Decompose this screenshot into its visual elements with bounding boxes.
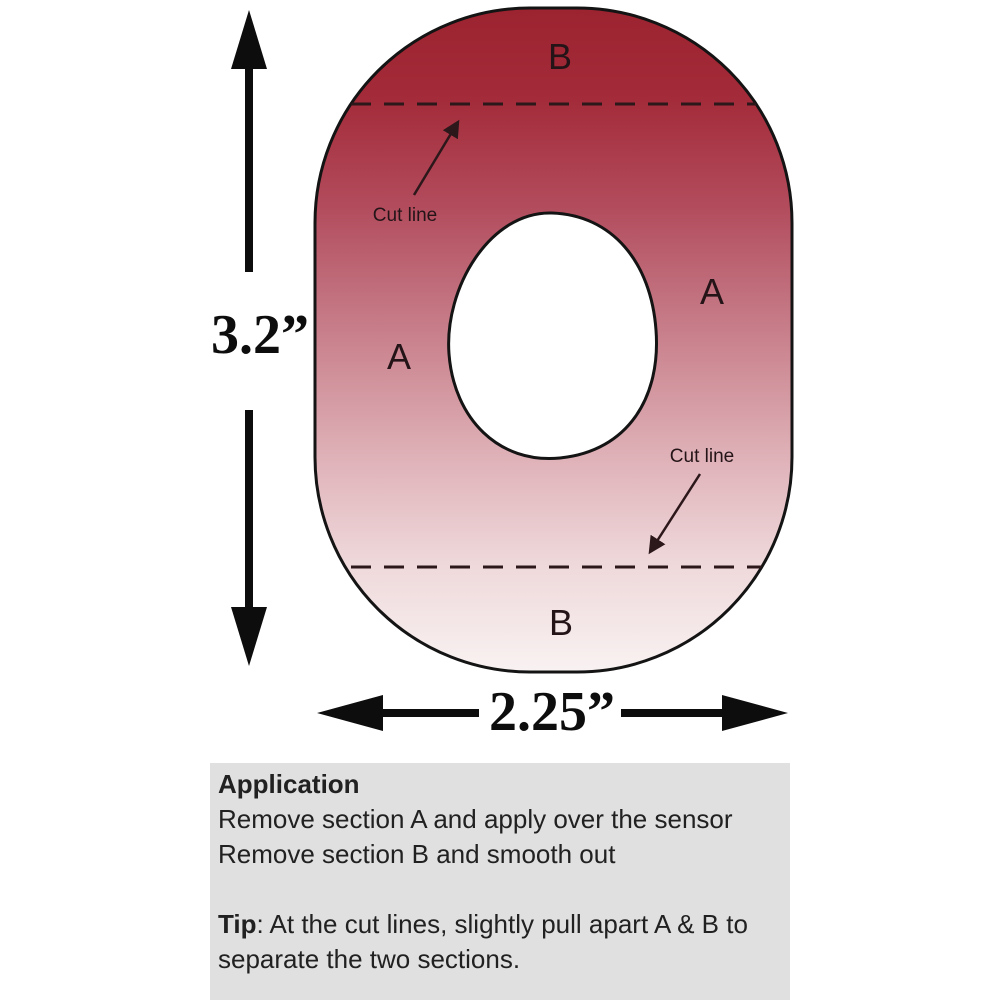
instruction-tip [218, 907, 780, 977]
tip-colon: : [256, 909, 270, 939]
section-a-right-label: A [699, 271, 725, 312]
cut-line-caption-bottom: Cut line [669, 446, 735, 467]
tip-label: Tip [218, 909, 257, 939]
instruction-line-remove-b: Remove section B and smooth out [218, 839, 616, 869]
instructions-heading-text: Application [218, 769, 360, 799]
section-b-bottom-label: B [548, 602, 574, 643]
tip-text: At the cut lines, slightly pull apart A & B to separate the two sections. [218, 909, 748, 974]
section-b-top-label: B [547, 36, 573, 77]
cut-line-caption-top: Cut line [372, 205, 438, 226]
section-a-left-label: A [386, 336, 412, 377]
instruction-line-remove-a: Remove section A and apply over the sensor [218, 804, 733, 834]
height-dimension-label: 3.2” [211, 304, 309, 366]
application-instructions-panel [210, 763, 790, 1000]
instructions-heading [218, 767, 780, 802]
width-dimension-label: 2.25” [489, 681, 615, 743]
